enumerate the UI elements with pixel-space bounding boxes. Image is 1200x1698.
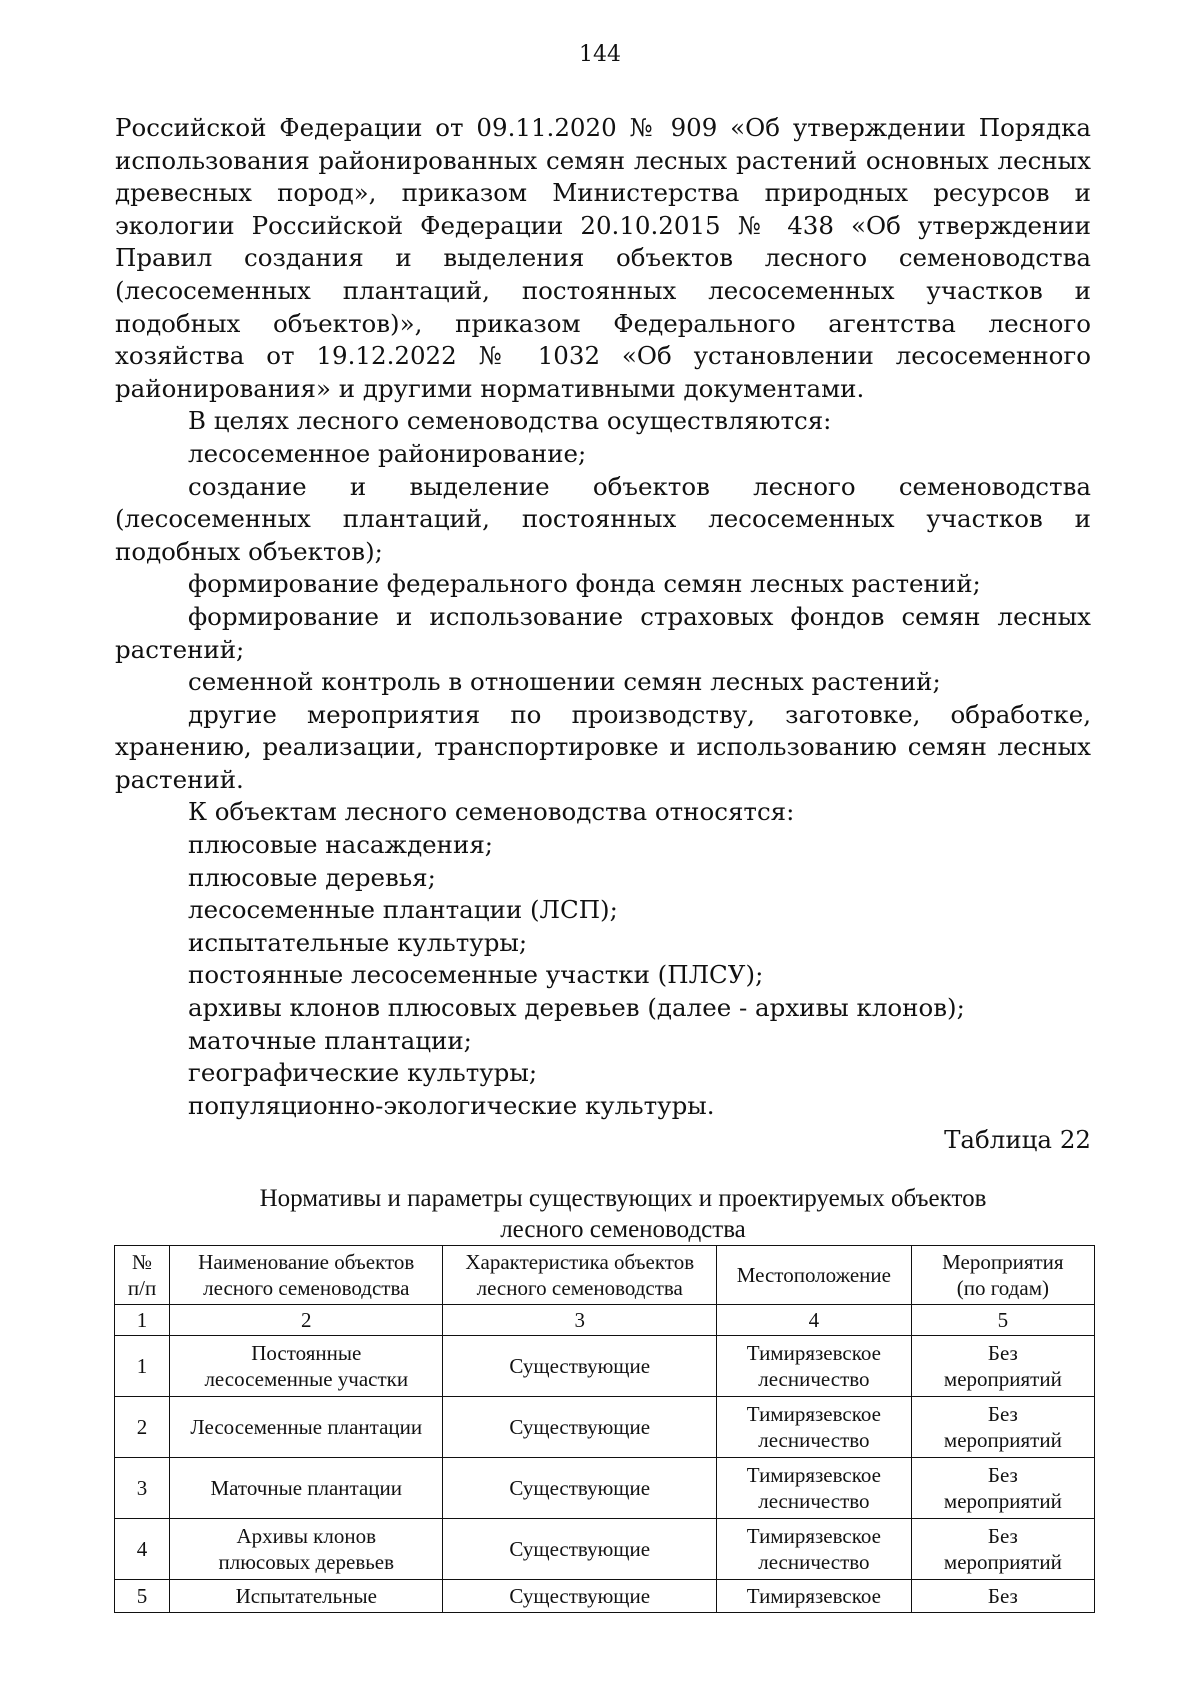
row-number-cell: 5	[115, 1580, 170, 1613]
location-cell	[717, 1580, 912, 1613]
object-name-cell	[170, 1397, 443, 1458]
cell-line: Без	[987, 1341, 1018, 1365]
cell-line: Лесосеменные плантации	[190, 1415, 423, 1439]
table-title-line: лесного семеноводства	[500, 1216, 746, 1243]
cell-line: лесничество	[758, 1550, 870, 1574]
cell-line: Без	[987, 1584, 1018, 1608]
header-line: Мероприятия	[942, 1250, 1064, 1274]
table-row	[115, 1397, 1095, 1458]
cell-line: мероприятий	[943, 1367, 1062, 1391]
object-name-cell	[170, 1458, 443, 1519]
paragraph-activities-heading: В целях лесного семеноводства осуществляются:	[188, 406, 832, 436]
column-number-cell: 3	[443, 1305, 717, 1336]
row-number-cell: 2	[115, 1397, 170, 1458]
characteristic-cell: Существующие	[443, 1336, 717, 1397]
document-body	[115, 112, 1091, 1613]
row-number-cell: 4	[115, 1519, 170, 1580]
paragraph-activity-item: формирование федерального фонда семян лесных растений;	[188, 569, 981, 599]
cell-line: Тимирязевское	[746, 1584, 881, 1608]
paragraph-activity-item: лесосеменное районирование;	[188, 438, 587, 468]
column-number-cell: 2	[170, 1305, 443, 1336]
list-item: плюсовые деревья;	[188, 862, 436, 892]
cell-line: Постоянные	[251, 1341, 362, 1365]
cell-line: лесничество	[758, 1489, 870, 1513]
activities-cell	[911, 1458, 1094, 1519]
table-label: Таблица 22	[944, 1125, 1091, 1155]
table-title	[115, 1183, 1091, 1245]
column-number-cell: 1	[115, 1305, 170, 1336]
list-item: лесосеменные плантации (ЛСП);	[188, 895, 618, 925]
header-cell-activities	[911, 1246, 1094, 1305]
characteristic-cell: Существующие	[443, 1580, 717, 1613]
table-title-line: Нормативы и параметры существующих и проектируемых объектов	[259, 1185, 987, 1212]
cell-line: лесничество	[758, 1428, 870, 1452]
characteristic-cell: Существующие	[443, 1397, 717, 1458]
object-name-cell	[170, 1580, 443, 1613]
object-name-cell	[170, 1336, 443, 1397]
table-row	[115, 1458, 1095, 1519]
header-line: (по годам)	[956, 1276, 1049, 1300]
cell-line: Без	[987, 1524, 1018, 1548]
cell-line: Маточные плантации	[210, 1476, 403, 1500]
seed-objects-table	[114, 1245, 1095, 1613]
paragraph-activity-item: другие мероприятия по производству, заготовке, обработке, хранению, реализации, транспортировке и использованию семян лесных растений.	[115, 699, 1091, 794]
header-line: №	[132, 1250, 153, 1274]
row-number-cell: 1	[115, 1336, 170, 1397]
cell-line: Тимирязевское	[746, 1463, 881, 1487]
activities-cell	[911, 1580, 1094, 1613]
header-cell-name	[170, 1246, 443, 1305]
column-number-row	[115, 1305, 1095, 1336]
cell-line: Без	[987, 1402, 1018, 1426]
column-number-cell: 5	[911, 1305, 1094, 1336]
paragraph-intro: Российской Федерации от 09.11.2020 № 909 «Об утверждении Порядка использования районированных семян лесных растений основных лесных древесных пород», приказом Министерства природных ресурсов и экологии Российской Федерации 20.10.2015 № 438 «Об утверждении Правил создания и выделения объектов лесного семеноводства (лесосеменных плантаций, постоянных лесосеменных участков и подобных объектов)», приказом Федерального агентства лесного хозяйства от 19.12.2022 № 1032 «Об установлении лесосеменного районирования» и другими нормативными документами.	[115, 113, 1091, 403]
table-row	[115, 1580, 1095, 1613]
cell-line: Тимирязевское	[746, 1341, 881, 1365]
cell-line: Тимирязевское	[746, 1402, 881, 1426]
cell-line: мероприятий	[943, 1428, 1062, 1452]
header-line: лесного семеноводства	[476, 1276, 683, 1300]
list-item: постоянные лесосеменные участки (ПЛСУ);	[188, 960, 764, 990]
location-cell	[717, 1458, 912, 1519]
cell-line: лесосеменные участки	[204, 1367, 409, 1391]
page-number: 144	[579, 42, 621, 67]
cell-line: мероприятий	[943, 1489, 1062, 1513]
header-line: п/п	[127, 1276, 157, 1300]
header-line: Местоположение	[736, 1263, 891, 1287]
cell-line: Без	[987, 1463, 1018, 1487]
table-header-row	[115, 1246, 1095, 1305]
activities-cell	[911, 1336, 1094, 1397]
list-item: географические культуры;	[188, 1058, 538, 1088]
location-cell	[717, 1336, 912, 1397]
object-name-cell	[170, 1519, 443, 1580]
cell-line: мероприятий	[943, 1550, 1062, 1574]
activities-cell	[911, 1519, 1094, 1580]
header-cell-characteristic	[443, 1246, 717, 1305]
header-cell-location	[717, 1246, 912, 1305]
cell-line: Тимирязевское	[746, 1524, 881, 1548]
list-item: популяционно-экологические культуры.	[188, 1090, 715, 1120]
column-number-cell: 4	[717, 1305, 912, 1336]
list-item: архивы клонов плюсовых деревьев (далее - архивы клонов);	[188, 993, 965, 1023]
paragraph-activity-item: создание и выделение объектов лесного семеноводства (лесосеменных плантаций, постоянных лесосеменных участков и подобных объектов);	[115, 471, 1091, 566]
characteristic-cell: Существующие	[443, 1519, 717, 1580]
header-cell-number	[115, 1246, 170, 1305]
list-item: испытательные культуры;	[188, 927, 528, 957]
cell-line: Испытательные	[235, 1584, 377, 1608]
header-line: лесного семеноводства	[203, 1276, 410, 1300]
row-number-cell: 3	[115, 1458, 170, 1519]
characteristic-cell: Существующие	[443, 1458, 717, 1519]
table-row	[115, 1336, 1095, 1397]
cell-line: Архивы клонов	[236, 1524, 377, 1548]
cell-line: плюсовых деревьев	[218, 1550, 395, 1574]
paragraph-objects-heading: К объектам лесного семеноводства относятся:	[188, 797, 795, 827]
table-row	[115, 1519, 1095, 1580]
header-line: Наименование объектов	[198, 1250, 415, 1274]
activities-cell	[911, 1397, 1094, 1458]
paragraph-activity-item: семенной контроль в отношении семян лесных растений;	[188, 667, 941, 697]
header-line: Характеристика объектов	[465, 1250, 695, 1274]
location-cell	[717, 1397, 912, 1458]
list-item: маточные плантации;	[188, 1025, 472, 1055]
paragraph-activity-item: формирование и использование страховых фондов семян лесных растений;	[115, 601, 1091, 664]
cell-line: лесничество	[758, 1367, 870, 1391]
location-cell	[717, 1519, 912, 1580]
list-item: плюсовые насаждения;	[188, 830, 494, 860]
